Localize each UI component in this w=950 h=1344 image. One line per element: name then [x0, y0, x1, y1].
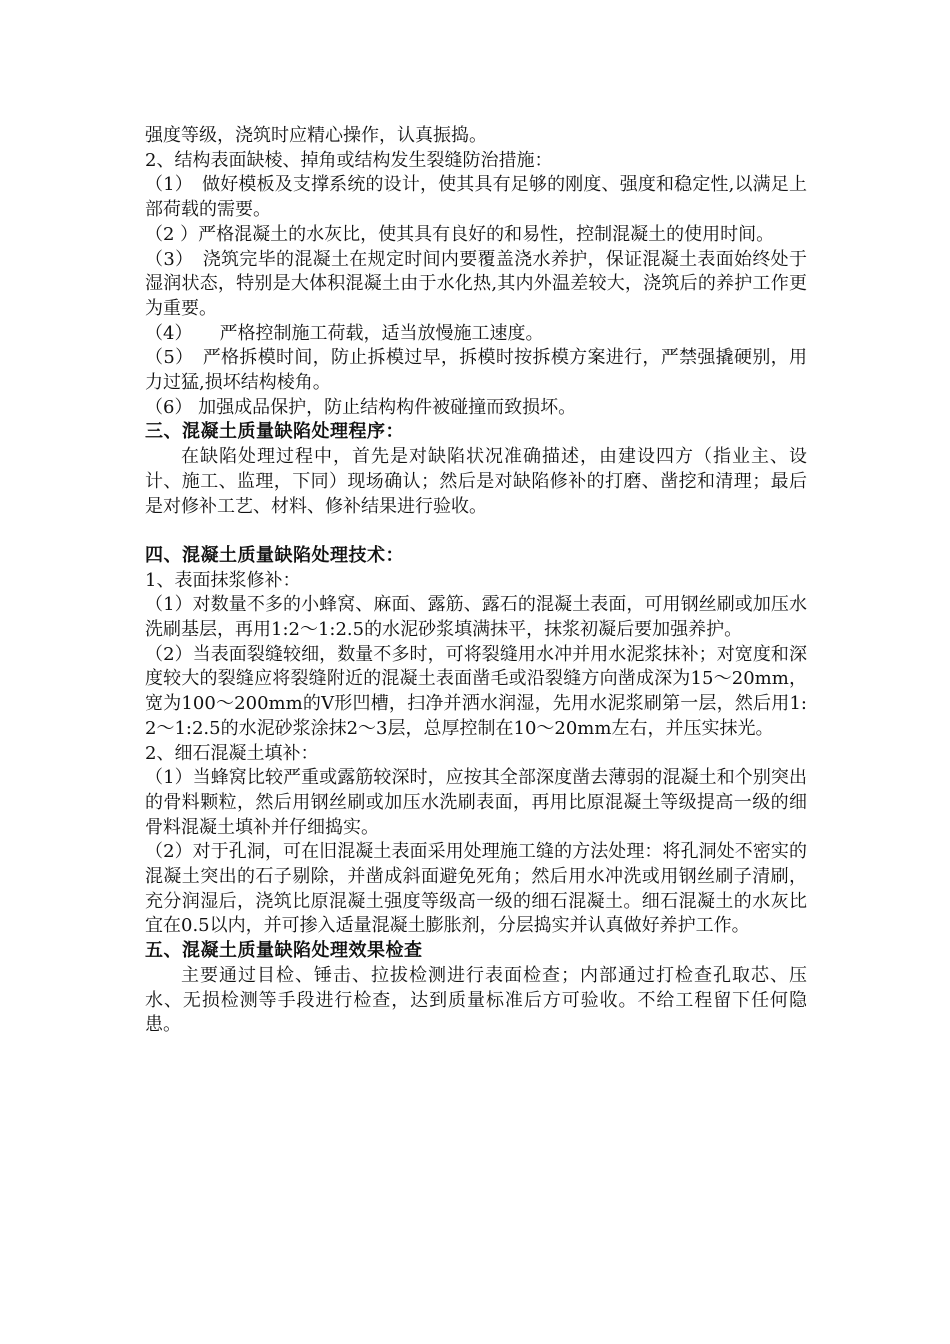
document-body — [145, 124, 807, 1038]
paragraph: （3） 浇筑完毕的混凝土在规定时间内要覆盖浇水养护，保证混凝土表面始终处于湿润状态，特别是大体积混凝土由于水化热,其内外温差较大，浇筑后的养护工作更为重要。 — [145, 248, 807, 319]
paragraph: （1）对数量不多的小蜂窝、麻面、露筋、露石的混凝土表面，可用钢丝刷或加压水洗刷基层，再用1:2～1:2.5的水泥砂浆填满抹平，抹浆初凝后要加强养护。 — [145, 594, 807, 641]
blank-line — [145, 519, 807, 544]
paragraph: （6） 加强成品保护，防止结构构件被碰撞而致损坏。 — [145, 396, 577, 418]
paragraph: 在缺陷处理过程中，首先是对缺陷状况准确描述，由建设四方（指业主、设计、施工、监理，下同）现场确认；然后是对缺陷修补的打磨、凿挖和清理；最后是对修补工艺、材料、修补结果进行验收。 — [145, 446, 807, 517]
paragraph: 强度等级，浇筑时应精心操作，认真振捣。 — [145, 125, 487, 146]
paragraph: （1） 做好模板及支撑系统的设计，使其具有足够的刚度、强度和稳定性,以满足上部荷载的需要。 — [145, 174, 807, 221]
paragraph: （2 ）严格混凝土的水灰比，使其具有良好的和易性，控制混凝土的使用时间。 — [145, 223, 775, 245]
section-heading-4: 四、混凝土质量缺陷处理技术： — [145, 544, 404, 566]
paragraph: （5） 严格拆模时间，防止拆模过早，拆模时按拆模方案进行，严禁强撬硬别，用力过猛,损坏结构棱角。 — [145, 347, 807, 394]
paragraph: （2）当表面裂缝较细，数量不多时，可将裂缝用水冲并用水泥浆抹补；对宽度和深度较大的裂缝应将裂缝附近的混凝土表面凿毛或沿裂缝方向凿成深为15～20mm，宽为100～200mm的V形凹槽，扫净并洒水润湿，先用水泥浆刷第一层，然后用1:2～1:2.5的水泥砂浆涂抹2～3层，总厚控制在10～20mm左右，并压实抹光。 — [145, 643, 807, 739]
section-heading-5: 五、混凝土质量缺陷处理效果检查 — [145, 940, 423, 962]
subheading: 2、细石混凝土填补： — [145, 742, 319, 764]
paragraph: 主要通过目检、锤击、拉拔检测进行表面检查；内部通过打检查孔取芯、压水、无损检测等手段进行检查，达到质量标准后方可验收。不给工程留下任何隐患。 — [145, 964, 807, 1036]
paragraph: （4） 严格控制施工荷载，适当放慢施工速度。 — [145, 322, 544, 344]
paragraph: 2、结构表面缺棱、掉角或结构发生裂缝防治措施： — [145, 149, 553, 171]
paragraph: （2）对于孔洞，可在旧混凝土表面采用处理施工缝的方法处理：将孔洞处不密实的混凝土突出的石子剔除，并凿成斜面避免死角；然后用水冲洗或用钢丝刷子清刷，充分润湿后，浇筑比原混凝土强度等级高一级的细石混凝土。细石混凝土的水灰比宜在0.5以内，并可掺入适量混凝土膨胀剂，分层捣实并认真做好养护工作。 — [145, 841, 807, 937]
paragraph: （1）当蜂窝比较严重或露筋较深时，应按其全部深度凿去薄弱的混凝土和个别突出的骨料颗粒，然后用钢丝刷或加压水洗刷表面，再用比原混凝土等级提高一级的细骨料混凝土填补并仔细捣实。 — [145, 767, 807, 838]
subheading: 1、表面抹浆修补： — [145, 569, 301, 591]
section-heading-3: 三、混凝土质量缺陷处理程序： — [145, 421, 404, 443]
